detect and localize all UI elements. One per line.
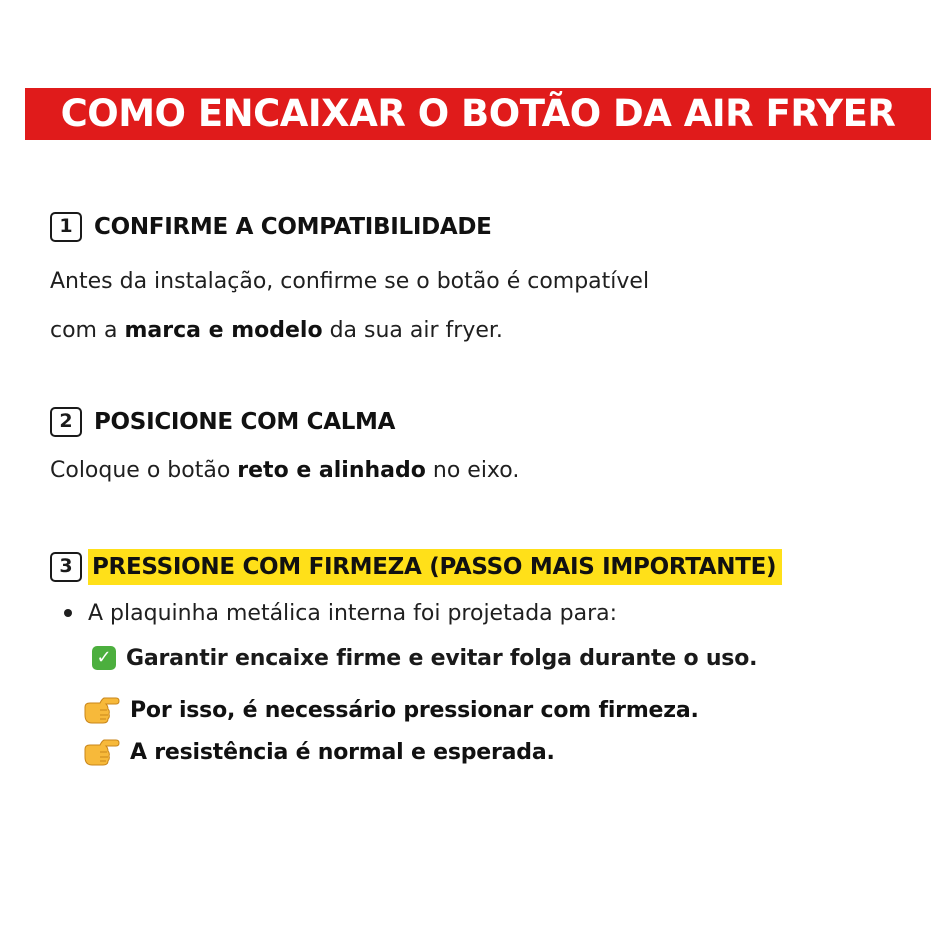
step-1-text-line-1 xyxy=(50,267,649,297)
step-2-text-line-1 xyxy=(50,456,519,486)
step-3-point-2 xyxy=(82,734,555,770)
page-title: COMO ENCAIXAR O BOTÃO DA AIR FRYER xyxy=(60,92,896,135)
step-2-text-1c: no eixo. xyxy=(425,458,520,483)
step-1-text-2-bold: marca e modelo xyxy=(124,318,323,343)
step-3-point-1 xyxy=(82,692,699,728)
step-3-check-text: Garantir encaixe firme e evitar folga durante o uso. xyxy=(126,645,758,671)
bullet-dot-icon xyxy=(64,609,72,617)
step-2-text-1-bold: reto e alinhado xyxy=(237,458,426,483)
step-3-check-item xyxy=(92,643,757,673)
step-2-text-1a: Coloque o botão xyxy=(50,458,238,483)
step-1-text-1: Antes da instalação, confirme se o botão é compatível xyxy=(50,269,650,294)
step-1-heading xyxy=(50,211,492,243)
step-2-title: POSICIONE COM CALMA xyxy=(94,409,396,435)
backhand-index-pointing-right-icon xyxy=(82,735,120,769)
step-1-text-2a: com a xyxy=(50,318,125,343)
step-3-point-1-text: Por isso, é necessário pressionar com firmeza. xyxy=(130,697,699,723)
step-3-point-2-text: A resistência é normal e esperada. xyxy=(130,739,555,765)
step-2-heading xyxy=(50,406,395,438)
step-1-number: 1 xyxy=(50,212,82,242)
step-3-bullet-text: A plaquinha metálica interna foi projetada para: xyxy=(88,600,618,626)
step-3-number: 3 xyxy=(50,552,82,582)
step-3-bullet xyxy=(64,598,617,628)
backhand-index-pointing-right-icon xyxy=(82,693,120,727)
step-3-title: PRESSIONE COM FIRMEZA (PASSO MAIS IMPORTANTE) xyxy=(88,549,782,585)
check-mark-button-icon: ✓ xyxy=(92,646,116,670)
step-3-heading xyxy=(50,551,782,583)
step-1-text-line-2 xyxy=(50,316,503,346)
step-2-number: 2 xyxy=(50,407,82,437)
title-banner xyxy=(25,88,931,140)
step-1-text-2c: da sua air fryer. xyxy=(322,318,503,343)
step-1-title: CONFIRME A COMPATIBILIDADE xyxy=(94,214,492,240)
